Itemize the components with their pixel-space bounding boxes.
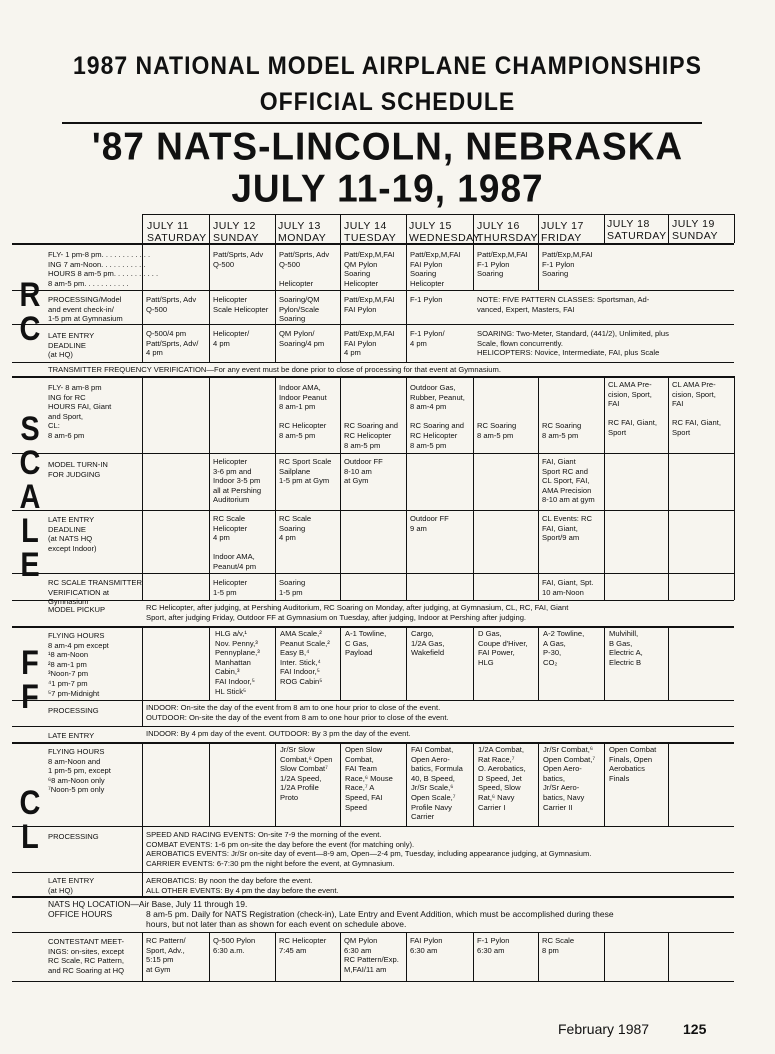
rc-flying-jul17: Patt/Exp,M,FAI F-1 Pylon Soaring xyxy=(542,250,593,279)
title-line-4: JULY 11-19, 1987 xyxy=(231,166,544,210)
rule xyxy=(12,290,734,291)
ff-late-label: LATE ENTRY xyxy=(48,731,95,740)
rule xyxy=(12,872,734,873)
rule xyxy=(12,453,734,454)
grid-line xyxy=(473,376,474,600)
cl-flying-jul14: Open Slow Combat, FAI Team Race,⁶ Mouse Race,⁷ A Speed, FAI Speed xyxy=(345,745,393,812)
header-top-rule xyxy=(142,214,734,215)
scale-late-jul13: RC Scale Soaring 4 pm xyxy=(279,514,312,543)
rc-late-note: SOARING: Two-Meter, Standard, (441/2), Unlimited, plus Scale, flown concurrently. HELICOPTERS: Novice, Intermediate, FAI, plus Scale xyxy=(477,329,669,358)
grid-line xyxy=(734,214,735,243)
scale-flying-jul18: CL AMA Pre- cision, Sport, FAI RC FAI, Giant, Sport xyxy=(608,380,657,437)
day-header-jul12: JULY 12 SUNDAY xyxy=(213,220,259,244)
cl-flying-jul13: Jr/Sr Slow Combat,⁶ Open Slow Combat⁷ 1/2A Speed, 1/2A Profile Proto xyxy=(280,745,333,802)
scale-flying-jul14: RC Soaring and RC Helicopter 8 am-5 pm xyxy=(344,421,399,450)
day-header-jul19: JULY 19 SUNDAY xyxy=(672,218,718,242)
rc-flying-label: FLY- 1 pm-8 pm. . . . . . . . . . . . ING 7 am-Noon. . . . . . . . . . . HOURS 8 am-5 pm. . . . . . . . . . . 8 am-5 pm. . . . . . . . . . . xyxy=(48,250,159,288)
scale-turnin-jul12: Helicopter 3-6 pm and Indoor 3-5 pm all at Pershing Auditorium xyxy=(213,457,262,505)
grid-line xyxy=(604,214,605,243)
rule xyxy=(12,510,734,511)
rc-late-label: LATE ENTRY DEADLINE (at HQ) xyxy=(48,331,95,360)
meeting-jul11: RC Pattern/ Sport, Adv., 5:15 pm at Gym xyxy=(146,936,186,974)
meeting-jul17: RC Scale 8 pm xyxy=(542,936,575,955)
rc-top-rule xyxy=(12,243,734,245)
rc-flying-jul15: Patt/Exp,M,FAI FAI Pylon Soaring Helicopter xyxy=(410,250,461,288)
scale-late-jul12: RC Scale Helicopter 4 pm Indoor AMA, Peanut/4 pm xyxy=(213,514,257,571)
ff-flying-label: FLYING HOURS 8 am-4 pm except ¹8 am-Noon ²8 am-1 pm ³Noon-7 pm ⁴1 pm-7 pm ⁵7 pm-Midnight xyxy=(48,631,109,698)
grid-line xyxy=(209,626,210,700)
scale-transmitter-label: RC SCALE TRANSMITTER VERIFICATION at Gymnasium xyxy=(48,578,142,607)
hq-office-label: OFFICE HOURS xyxy=(48,909,113,919)
rc-processing-jul13: Soaring/QM Pylon/Scale Soaring xyxy=(279,295,320,324)
scale-turnin-label: MODEL TURN-IN FOR JUDGING xyxy=(48,460,108,479)
rc-processing-jul11: Patt/Sprts, Adv Q-500 xyxy=(146,295,197,314)
rc-late-jul13: QM Pylon/ Soaring/4 pm xyxy=(279,329,325,348)
scale-flying-label: FLY- 8 am-8 pm ING for RC HOURS FAI, Giant and Sport, CL: 8 am-6 pm xyxy=(48,383,112,440)
cl-late-label: LATE ENTRY (at HQ) xyxy=(48,876,95,895)
day-header-jul16: JULY 16 THURSDAY xyxy=(477,220,538,244)
ff-flying-jul17: A-2 Towline, A Gas, P-30, CO₂ xyxy=(543,629,585,667)
day-header-jul13: JULY 13 MONDAY xyxy=(278,220,327,244)
ff-flying-jul13: AMA Scale,² Peanut Scale,² Easy B,⁴ Inter. Stick,⁴ FAI Indoor,⁵ ROG Cabin⁵ xyxy=(280,629,330,686)
rc-flying-jul14: Patt/Exp,M,FAI QM Pylon Soaring Helicopter xyxy=(344,250,395,288)
section-label-ff: F F xyxy=(21,644,39,716)
rule xyxy=(12,362,734,363)
section-label-scale: S C A L E xyxy=(19,410,41,584)
scale-transmitter-jul13: Soaring 1-5 pm xyxy=(279,578,306,597)
scale-flying-jul17: RC Soaring 8 am-5 pm xyxy=(542,421,582,440)
title-line-3: '87 NATS-LINCOLN, NEBRASKA xyxy=(91,124,684,168)
grid-line xyxy=(668,932,669,981)
ff-flying-jul15: Cargo, 1/2A Gas, Wakefield xyxy=(411,629,445,658)
scale-pickup-text: RC Helicopter, after judging, at Pershing Auditorium, RC Soaring on Monday, after judging, at Gymnasium, CL, RC, FAI, Giant Sport, after judging Friday, Outdoor FF at Gymnasium on Tuesday, after judging, Indoor at Pershing after judging. xyxy=(146,603,569,622)
rc-late-jul14: Patt/Exp,M,FAI FAI Pylon 4 pm xyxy=(344,329,395,358)
grid-line xyxy=(668,214,669,243)
scale-transmitter-jul12: Helicopter 1-5 pm xyxy=(213,578,248,597)
scale-late-jul15: Outdoor FF 9 am xyxy=(410,514,449,533)
scale-top-rule xyxy=(12,376,734,378)
scale-flying-jul13: Indoor AMA, Indoor Peanut 8 am-1 pm RC Helicopter 8 am-5 pm xyxy=(279,383,327,440)
rc-processing-label: PROCESSING/Model and event check-in/ 1-5 pm at Gymnasium xyxy=(48,295,123,324)
rc-processing-jul15: F-1 Pylon xyxy=(410,295,443,304)
grid-line xyxy=(473,214,474,290)
cl-flying-label: FLYING HOURS 8 am-Noon and 1 pm-5 pm, except ⁶8 am-Noon only ⁷Noon-5 pm only xyxy=(48,747,111,795)
cl-flying-jul16: 1/2A Combat, Rat Race,⁷ O. Aerobatics, D Speed, Jet Speed, Slow Rat,⁶ Navy Carrier I xyxy=(478,745,526,812)
rule xyxy=(12,826,734,827)
scale-late-label: LATE ENTRY DEADLINE (at NATS HQ except Indoor) xyxy=(48,515,97,553)
scale-turnin-jul17: FAI, Giant Sport RC and CL Sport, FAI, AMA Precision 8-10 am at gym xyxy=(542,457,595,505)
grid-line xyxy=(209,742,210,826)
hq-top-rule xyxy=(12,896,734,898)
grid-line xyxy=(734,376,735,600)
scale-transmitter-jul17: FAI, Giant, Spt. 10 am-Noon xyxy=(542,578,594,597)
rc-processing-jul14: Patt/Exp,M,FAI FAI Pylon xyxy=(344,295,395,314)
rc-flying-jul16: Patt/Exp,M,FAI F-1 Pylon Soaring xyxy=(477,250,528,279)
section-label-rc: R C xyxy=(19,276,41,348)
day-header-jul18: JULY 18 SATURDAY xyxy=(607,218,667,242)
rc-late-jul12: Helicopter/ 4 pm xyxy=(213,329,250,348)
title-line-1: 1987 NATIONAL MODEL AIRPLANE CHAMPIONSHIPS xyxy=(72,50,702,80)
scale-flying-jul15: Outdoor Gas, Rubber, Peanut, 8 am-4 pm RC Soaring and RC Helicopter 8 am-5 pm xyxy=(410,383,465,450)
hq-office-text: 8 am-5 pm. Daily for NATS Registration (check-in), Late Entry and Event Addition, which must be accomplished during these hours, but not later than as shown for each event on schedule above. xyxy=(146,909,614,929)
rc-late-jul15: F-1 Pylon/ 4 pm xyxy=(410,329,445,348)
meeting-jul12: Q-500 Pylon 6:30 a.m. xyxy=(213,936,256,955)
title-rule xyxy=(62,122,702,124)
rc-late-jul11: Q-500/4 pm Patt/Sprts, Adv/ 4 pm xyxy=(146,329,199,358)
ff-flying-jul16: D Gas, Coupe d'Hiver, FAI Power, HLG xyxy=(478,629,528,667)
day-header-jul17: JULY 17 FRIDAY xyxy=(541,220,584,244)
meeting-jul14: QM Pylon 6:30 am RC Pattern/Exp. M,FAI/11 am xyxy=(344,936,399,974)
cl-top-rule xyxy=(12,742,734,744)
scale-flying-jul16: RC Soaring 8 am-5 pm xyxy=(477,421,517,440)
grid-line xyxy=(209,932,210,981)
meetings-label: CONTESTANT MEET- INGS: on-sites, except RC Scale, RC Pattern, and RC Soaring at HQ xyxy=(48,937,125,975)
cl-processing-label: PROCESSING xyxy=(48,832,99,841)
ff-top-rule xyxy=(12,626,734,628)
rc-transmitter-note: TRANSMITTER FREQUENCY VERIFICATION—For any event must be done prior to close of processing for that event at Gymnasium. xyxy=(48,365,501,374)
cl-processing-text: SPEED AND RACING EVENTS: On-site 7-9 the morning of the event. COMBAT EVENTS: 1-6 pm on-site the day before the event (for matching only). AEROBATICS EVENTS: Jr/Sr on-site day of event—8-9 am, Open—2-4 pm, Tuesday, including appearance judging, at Gymnasium. CARRIER EVENTS: 6-7:30 pm the night before the event, at Gymnasium. xyxy=(146,830,592,868)
scale-pickup-label: MODEL PICKUP xyxy=(48,605,106,614)
scale-late-jul17: CL Events: RC FAI, Giant, Sport/9 am xyxy=(542,514,592,543)
ff-flying-jul12: HLG a/v,¹ Nov. Penny,³ Pennyplane,³ Manhattan Cabin,³ FAI Indoor,⁵ HL Stick⁵ xyxy=(215,629,260,696)
rule xyxy=(12,726,734,727)
cl-flying-jul15: FAI Combat, Open Aero- batics, Formula 40, B Speed, Jr/Sr Scale,⁶ Open Scale,⁷ Profile Navy Carrier xyxy=(411,745,463,822)
ff-processing-text: INDOOR: On-site the day of the event from 8 am to one hour prior to close of the event. OUTDOOR: On-site the day of the event from 8 am to one hour prior to close of the event. xyxy=(146,703,449,722)
ff-flying-jul14: A-1 Towline, C Gas, Payload xyxy=(345,629,387,658)
rc-processing-jul12: Helicopter Scale Helicopter xyxy=(213,295,269,314)
ff-late-text: INDOOR: By 4 pm day of the event. OUTDOOR: By 3 pm the day of the event. xyxy=(146,729,411,738)
rule xyxy=(12,932,734,933)
rule xyxy=(12,573,734,574)
ff-processing-label: PROCESSING xyxy=(48,706,99,715)
rc-processing-note: NOTE: FIVE PATTERN CLASSES: Sportsman, Ad- vanced, Expert, Masters, FAI xyxy=(477,295,650,314)
ff-flying-jul18: Mulvihill, B Gas, Electric A, Electric B xyxy=(609,629,643,667)
scale-turnin-jul13: RC Sport Scale Sailplane 1-5 pm at Gym xyxy=(279,457,332,486)
scale-turnin-jul14: Outdoor FF 8-10 am at Gym xyxy=(344,457,383,486)
cl-flying-jul18: Open Combat Finals, Open Aerobatics Finals xyxy=(609,745,657,783)
page-number: 125 xyxy=(683,1021,707,1037)
day-header-jul15: JULY 15 WEDNESDAY xyxy=(409,220,481,244)
grid-line xyxy=(473,932,474,981)
rule xyxy=(12,700,734,701)
footer-month: February 1987 xyxy=(558,1021,650,1037)
cl-late-text: AEROBATICS: By noon the day before the event. ALL OTHER EVENTS: By 4 pm the day before the event. xyxy=(146,876,339,895)
grid-line xyxy=(275,742,276,826)
rc-flying-jul13: Patt/Sprts, Adv Q-500 Helicopter xyxy=(279,250,330,288)
meeting-jul16: F-1 Pylon 6:30 am xyxy=(477,936,510,955)
cl-flying-jul17: Jr/Sr Combat,⁶ Open Combat,⁷ Open Aero- batics, Jr/Sr Aero- batics, Navy Carrier II xyxy=(543,745,596,812)
meeting-jul15: FAI Pylon 6:30 am xyxy=(410,936,443,955)
table-bottom-rule xyxy=(12,981,734,982)
day-header-jul14: JULY 14 TUESDAY xyxy=(344,220,397,244)
grid-line xyxy=(668,376,669,600)
meeting-jul13: RC Helicopter 7:45 am xyxy=(279,936,327,955)
section-label-cl: C L xyxy=(19,784,41,856)
rule xyxy=(12,324,734,325)
title-line-2: OFFICIAL SCHEDULE xyxy=(259,86,516,116)
hq-location: NATS HQ LOCATION—Air Base, July 11 through 19. xyxy=(48,899,248,909)
day-header-jul11: JULY 11 SATURDAY xyxy=(147,220,207,244)
scale-flying-jul19: CL AMA Pre- cision, Sport, FAI RC FAI, Giant, Sport xyxy=(672,380,721,437)
grid-line xyxy=(209,376,210,600)
rc-flying-jul12: Patt/Sprts, Adv Q-500 xyxy=(213,250,264,269)
